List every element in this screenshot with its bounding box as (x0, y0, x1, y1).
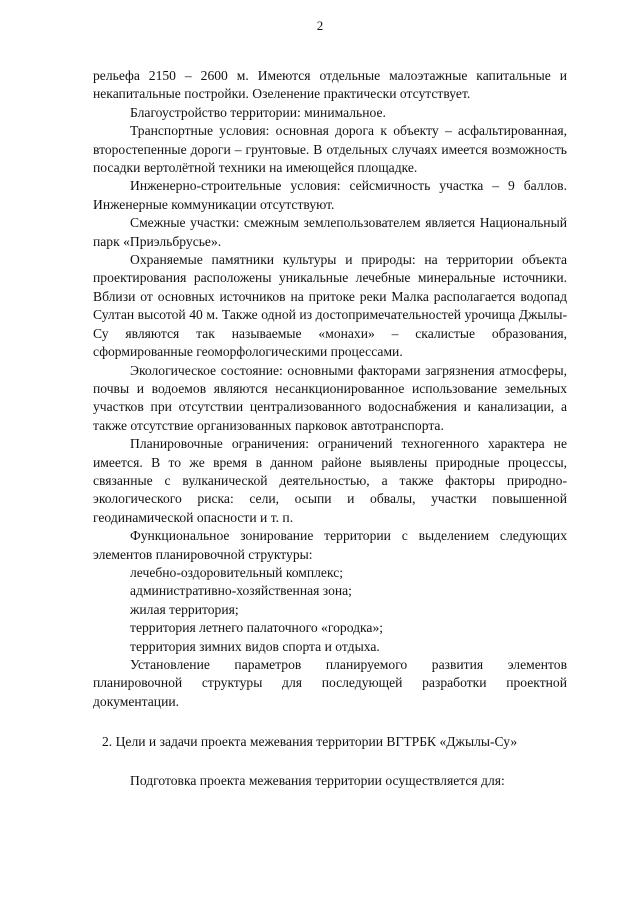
paragraph-ecology: Экологическое состояние: основными факторами загрязнения атмосферы, почвы и водоемов являются несанкционированное использование земельных участков при отсутствии централизованного водоснабжения и канализации, а также отсутствие организованных парковок автотранспорта. (93, 362, 567, 433)
paragraph-zoning: Функциональное зонирование территории с выделением следующих элементов планировочной структуры: (93, 528, 567, 562)
list-item: лечебно-оздоровительный комплекс; (130, 564, 344, 580)
list-item: территория летнего палаточного «городка»; (130, 620, 384, 636)
section-heading: 2. Цели и задачи проекта межевания территории ВГТРБК «Джылы-Су» (102, 734, 518, 750)
paragraph-preparation: Подготовка проекта межевания территории осуществляется для: (130, 772, 505, 788)
paragraph-relief: рельефа 2150 – 2600 м. Имеются отдельные малоэтажные капитальные и некапитальные постройки. Озеленение практически отсутствует. (93, 68, 567, 102)
page-number: 2 (316, 18, 324, 33)
paragraph-transport: Транспортные условия: основная дорога к объекту – асфальтированная, второстепенные дороги – грунтовые. В отдельных случаях имеется возможность посадки вертолётной техники на имеющейся площадке. (93, 123, 567, 176)
paragraph-adjacent-plots: Смежные участки: смежным землепользователем является Национальный парк «Приэльбрусье». (93, 215, 567, 249)
paragraph-improvement: Благоустройство территории: минимальное. (130, 104, 386, 120)
list-item: территория зимних видов спорта и отдыха. (130, 638, 380, 654)
paragraph-parameters: Установление параметров планируемого развития элементов планировочной структуры для последующей разработки проектной документации. (93, 657, 567, 709)
document-body (93, 67, 567, 790)
list-item: жилая территория; (130, 601, 239, 617)
paragraph-protected-monuments: Охраняемые памятники культуры и природы: на территории объекта проектирования расположены уникальные лечебные минеральные источники. Вблизи от основных источников на притоке реки Малка располагается водопад Султан высотой 40 м. Также одной из достопримечательностей урочища Джылы-Су являются так называемые «монахи» – скалистые образования, сформированные геоморфологическими процессами. (93, 252, 567, 360)
zones-list (93, 564, 567, 656)
paragraph-engineering: Инженерно-строительные условия: сейсмичность участка – 9 баллов. Инженерные коммуникации отсутствуют. (93, 178, 567, 212)
paragraph-planning-restrictions: Планировочные ограничения: ограничений техногенного характера не имеется. В то же время в данном районе выявлены природные процессы, связанные с вулканической деятельностью, а также факторы природно-экологического риска: сели, осыпи и обвалы, участки повышенной геодинамической опасности и т. п. (93, 436, 567, 525)
list-item: административно-хозяйственная зона; (130, 583, 352, 599)
